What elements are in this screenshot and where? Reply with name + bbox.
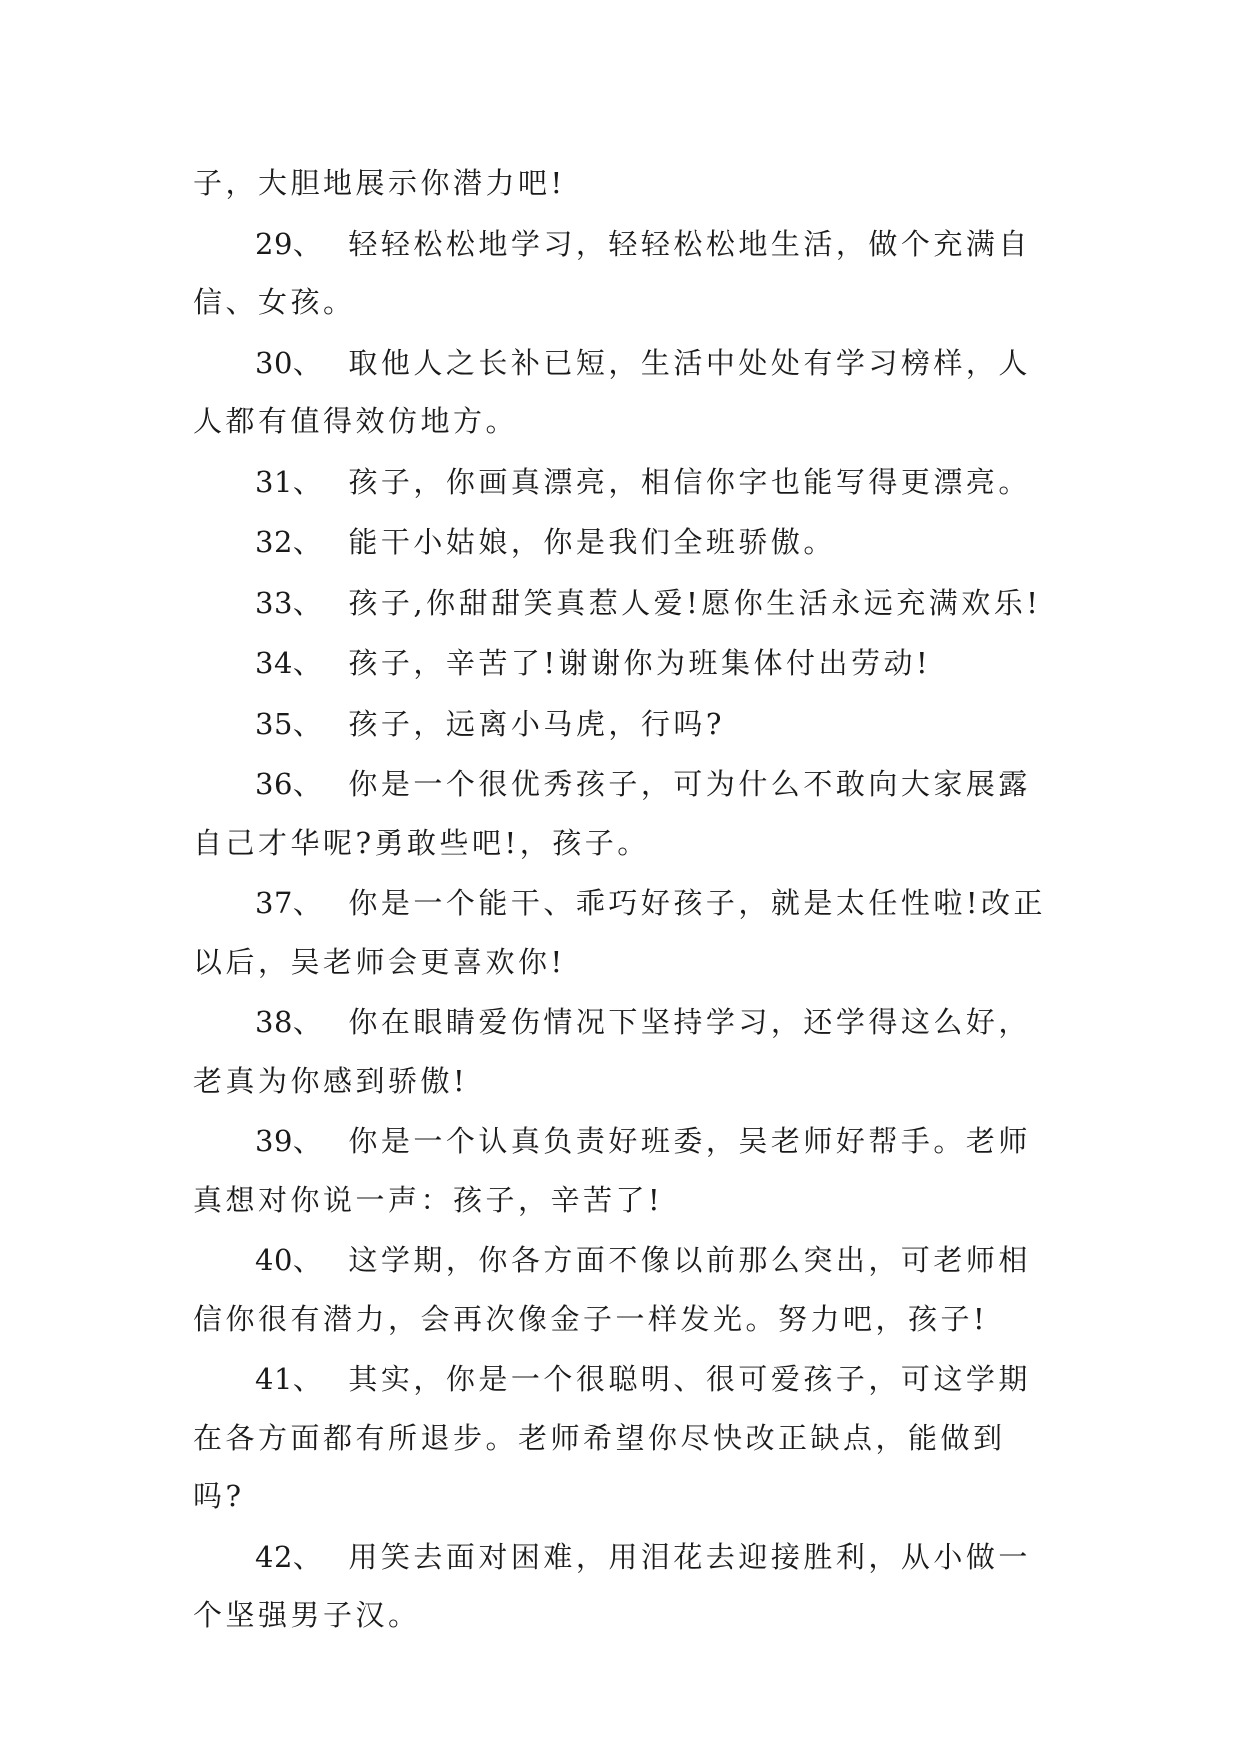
paragraph-number: 42、 [255,1539,323,1574]
paragraph-33 [193,574,1053,633]
paragraph-text: 你是一个很优秀孩子，可为什么不敢向大家展露自己才华呢?勇敢些吧!，孩子。 [193,767,1031,860]
paragraph-number: 29、 [255,226,323,261]
paragraph-42 [193,1528,1053,1645]
paragraph-number: 34、 [255,646,323,680]
paragraph-38 [193,993,1053,1110]
paragraph-40 [193,1231,1053,1348]
paragraph-number: 35、 [255,706,323,741]
paragraph-text: 能干小姑娘，你是我们全班骄傲。 [348,525,836,559]
paragraph-number: 32、 [255,525,323,559]
paragraph-39 [193,1112,1053,1229]
paragraph-continuation [193,154,1053,213]
paragraph-text: 取他人之长补已短，生活中处处有学习榜样，人人都有值得效仿地方。 [193,345,1031,438]
paragraph-number: 33、 [255,585,323,620]
paragraph-text: 子，大胆地展示你潜力吧! [193,166,566,200]
paragraph-text: 你是一个能干、乖巧好孩子，就是太任性啦!改正以后，吴老师会更喜欢你! [193,886,1047,979]
paragraph-36 [193,755,1053,872]
paragraph-35 [193,695,1053,754]
paragraph-37 [193,874,1053,991]
paragraph-text: 你是一个认真负责好班委，吴老师好帮手。老师真想对你说一声：孩子，辛苦了! [193,1124,1031,1217]
paragraph-number: 31、 [255,464,323,499]
paragraph-text: 你在眼睛爱伤情况下坚持学习，还学得这么好，老真为你感到骄傲! [193,1005,1031,1098]
paragraph-number: 36、 [255,767,323,801]
paragraph-32 [193,513,1053,572]
paragraph-text: 用笑去面对困难，用泪花去迎接胜利，从小做一个坚强男子汉。 [193,1539,1031,1632]
paragraph-text: 孩子，辛苦了!谢谢你为班集体付出劳动! [348,646,932,680]
paragraph-text: 孩子，你画真漂亮，相信你字也能写得更漂亮。 [348,464,1031,499]
paragraph-text: 轻轻松松地学习，轻轻松松地生活，做个充满自信、女孩。 [193,226,1031,319]
paragraph-29 [193,215,1053,332]
paragraph-number: 40、 [255,1243,323,1277]
document-body [193,154,1053,1647]
paragraph-text: 其实，你是一个很聪明、很可爱孩子，可这学期在各方面都有所退步。老师希望你尽快改正缺点，能做到吗? [193,1362,1031,1513]
paragraph-number: 38、 [255,1005,323,1039]
paragraph-number: 37、 [255,886,323,920]
paragraph-30 [193,334,1053,451]
paragraph-text: 孩子,你甜甜笑真惹人爱!愿你生活永远充满欢乐! [348,585,1042,620]
paragraph-number: 30、 [255,345,323,380]
paragraph-number: 39、 [255,1124,323,1158]
paragraph-text: 这学期，你各方面不像以前那么突出，可老师相信你很有潜力，会再次像金子一样发光。努力吧，孩子! [193,1243,1031,1336]
paragraph-number: 41、 [255,1362,323,1396]
paragraph-41 [193,1350,1053,1526]
paragraph-34 [193,634,1053,693]
paragraph-text: 孩子，远离小马虎，行吗? [348,706,725,741]
paragraph-31 [193,453,1053,512]
